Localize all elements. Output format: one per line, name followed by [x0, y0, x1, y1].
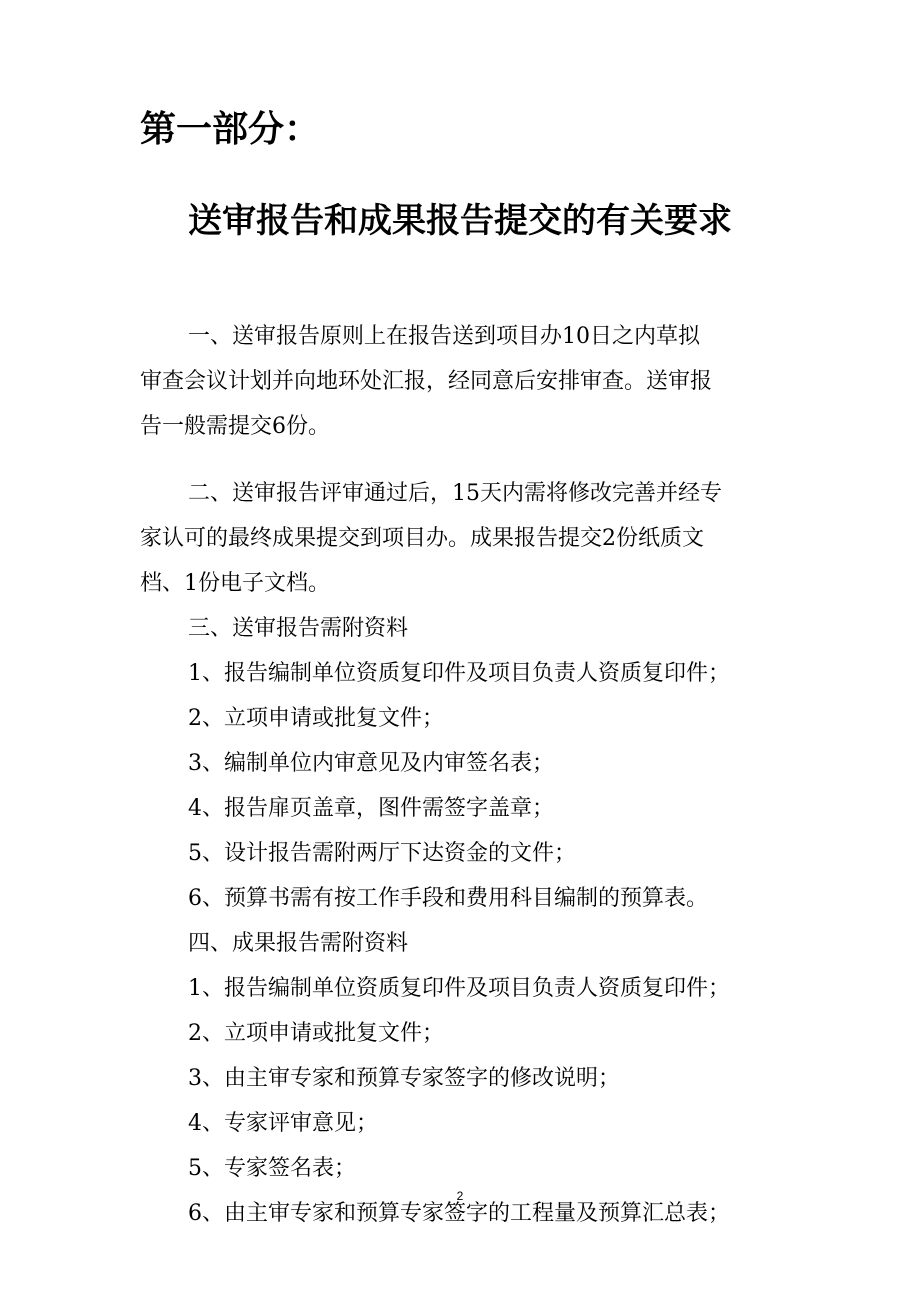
section-heading-final-attachments: 四、成果报告需附资料 — [188, 931, 409, 956]
list-item: 1、报告编制单位资质复印件及项目负责人资质复印件； — [188, 661, 730, 686]
list-item: 3、编制单位内审意见及内审签名表； — [188, 751, 554, 776]
document-body — [140, 292, 790, 1236]
paragraph-final-submission — [140, 471, 790, 606]
part-heading: 第一部分： — [140, 109, 321, 150]
text-line: 告一般需提交6份。 — [140, 414, 330, 439]
list-item: 6、预算书需有按工作手段和费用科目编制的预算表。 — [188, 886, 708, 911]
text-line: 审查会议计划并向地环处汇报，经同意后安排审查。送审报 — [140, 369, 713, 394]
text-line: 家认可的最终成果提交到项目办。成果报告提交2份纸质文 — [140, 526, 704, 551]
text-line: 档、1份电子文档。 — [140, 571, 330, 596]
text-line: 一、送审报告原则上在报告送到项目办10日之内草拟 — [188, 324, 700, 349]
list-item: 6、由主审专家和预算专家签字的工程量及预算汇总表； — [188, 1201, 730, 1226]
page-number: 2 — [456, 1189, 464, 1203]
list-item: 3、由主审专家和预算专家签字的修改说明； — [188, 1066, 620, 1091]
list-item: 2、立项申请或批复文件； — [188, 1021, 444, 1046]
list-item: 4、报告扉页盖章，图件需签字盖章； — [188, 796, 554, 821]
list-item: 2、立项申请或批复文件； — [188, 706, 444, 731]
list-item: 5、专家签名表； — [188, 1156, 356, 1181]
list-item: 4、专家评审意见； — [188, 1111, 378, 1136]
section-heading-review-attachments: 三、送审报告需附资料 — [188, 616, 409, 641]
text-line: 二、送审报告评审通过后，15天内需将修改完善并经专 — [188, 481, 722, 506]
list-item: 5、设计报告需附两厅下达资金的文件； — [188, 841, 576, 866]
paragraph-submission-review — [140, 314, 790, 449]
document-title: 送审报告和成果报告提交的有关要求 — [188, 201, 732, 241]
list-item: 1、报告编制单位资质复印件及项目负责人资质复印件； — [188, 976, 730, 1001]
